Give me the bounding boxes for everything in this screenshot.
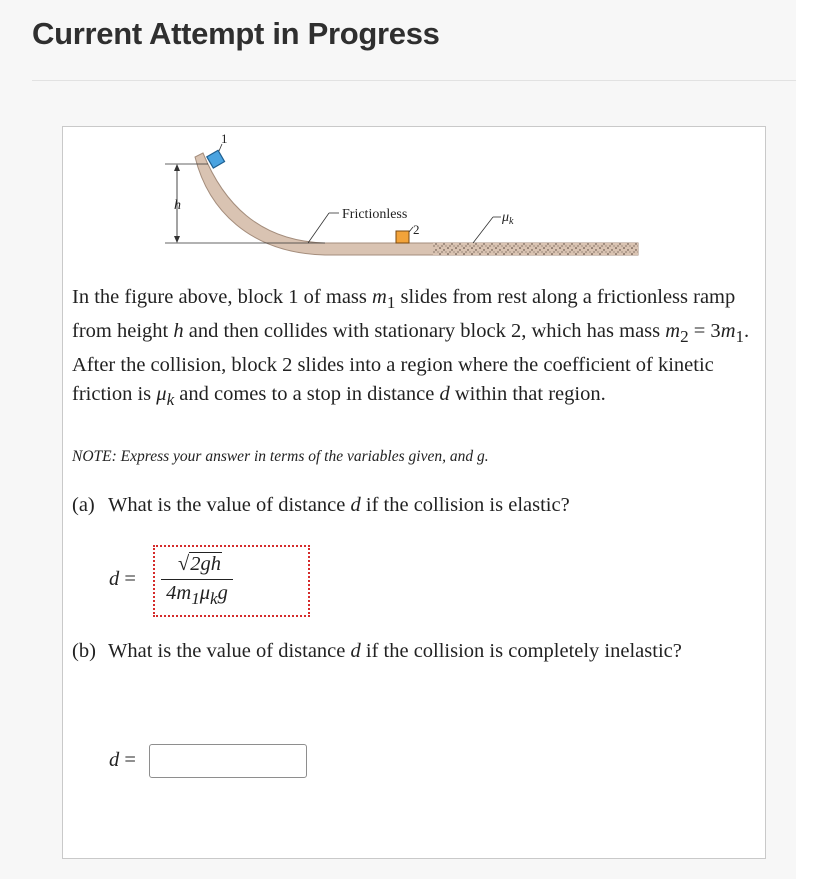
friction-mu: μ bbox=[502, 210, 510, 225]
friction-leader bbox=[473, 217, 493, 243]
page-title: Current Attempt in Progress bbox=[32, 16, 440, 51]
frictionless-label: Frictionless bbox=[342, 207, 408, 222]
question-panel bbox=[62, 126, 766, 859]
part-a-label: (a) bbox=[72, 494, 95, 516]
part-a-answer-numerator bbox=[161, 553, 233, 580]
height-label: h bbox=[174, 198, 181, 213]
part-a-answer-fraction bbox=[161, 553, 233, 609]
problem-figure bbox=[63, 127, 765, 277]
part-a-question bbox=[72, 490, 712, 520]
friction-coefficient-label bbox=[501, 210, 514, 227]
block-2 bbox=[396, 231, 409, 243]
friction-region bbox=[433, 243, 638, 255]
part-a-text: What is the value of distance d if the collision is elastic? bbox=[108, 494, 570, 516]
part-b-variable bbox=[109, 749, 136, 772]
part-b-question bbox=[72, 636, 712, 666]
right-margin bbox=[796, 0, 828, 879]
part-b-var: d bbox=[109, 749, 120, 771]
height-arrowhead-top bbox=[174, 164, 180, 171]
part-a-variable bbox=[109, 568, 136, 591]
block-2-label: 2 bbox=[413, 222, 420, 237]
friction-subscript: k bbox=[509, 216, 514, 227]
sqrt-icon: √ bbox=[177, 553, 190, 575]
block-1-label: 1 bbox=[221, 131, 228, 146]
block-1 bbox=[207, 150, 225, 168]
frictionless-leader bbox=[308, 213, 329, 243]
part-b-label: (b) bbox=[72, 640, 96, 662]
height-arrowhead-bottom bbox=[174, 236, 180, 243]
part-a-var: d bbox=[109, 568, 120, 590]
part-b-equals: = bbox=[119, 749, 136, 771]
header-divider bbox=[32, 80, 796, 81]
ramp-surface bbox=[195, 153, 638, 255]
part-a-answer-denominator: $4m_1\mu_kg$ bbox=[166, 582, 228, 609]
part-b-text: What is the value of distance d if the collision is completely inelastic? bbox=[108, 640, 682, 662]
answer-note: NOTE: Express your answer in terms of the variables given, and g. bbox=[72, 448, 489, 465]
part-a-equals: = bbox=[119, 568, 136, 590]
part-a-answer-box[interactable] bbox=[153, 545, 310, 617]
part-b-answer-input[interactable] bbox=[149, 744, 307, 778]
problem-statement: In the figure above, block 1 of mass $m_1$ slides from rest along a frictionless ramp from height h and then collides with stationary block 2, which has mass $m_2 = 3m_1$. After the collision, block 2 slides into a region where the coefficient of kinetic friction is $\mu_k$ and comes to a stop in distance d within that region. bbox=[72, 286, 750, 410]
part-a-radicand: 2gh bbox=[190, 553, 221, 575]
